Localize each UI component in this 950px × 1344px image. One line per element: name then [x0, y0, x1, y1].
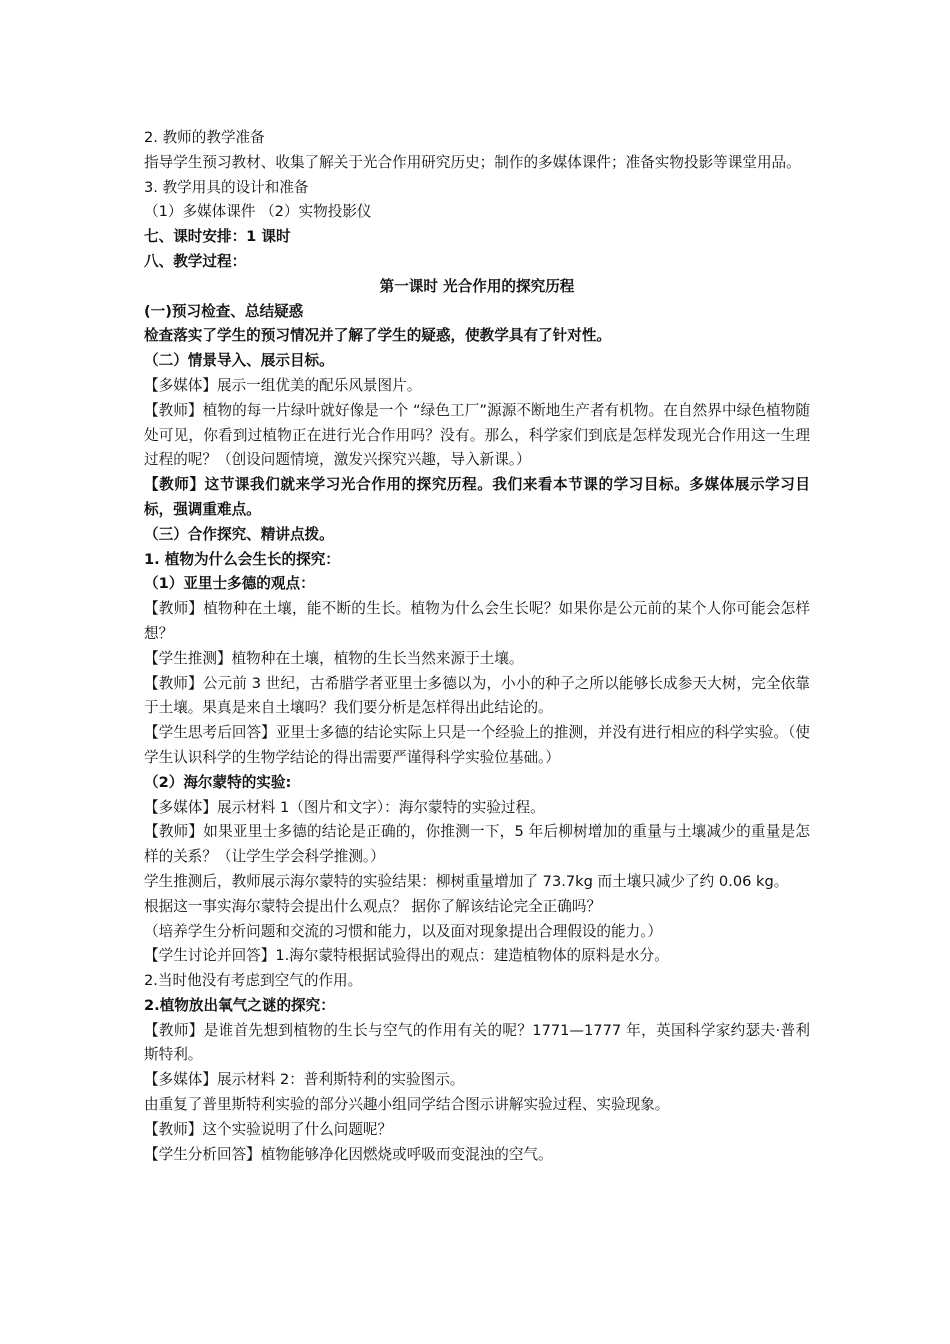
text-line-l31: 【多媒体】展示材料 2：普利斯特利的实验图示。 [144, 1071, 465, 1089]
text-line-l19: 【教师】公元前 3 世纪，古希腊学者亚里士多德以为，小小的种子之所以能够长成参天大树，完全依靠于土壤。果真是来自土壤吗？我们要分析是怎样得出此结论的。 [144, 674, 810, 717]
text-line-l23: 【教师】如果亚里士多德的结论是正确的，你推测一下，5 年后柳树增加的重量与土壤减少的重量是怎样的关系？（让学生学会科学推测。） [144, 823, 810, 866]
text-line-l20: 【学生思考后回答】亚里士多德的结论实际上只是一个经验上的推测，并没有进行相应的科学实验。（使学生认识科学的生物学结论的得出需要严谨得科学实验位基础。） [144, 724, 810, 766]
section-heading-process: 八、教学过程： [144, 252, 247, 270]
text-line-l01: 2. 教师的教学准备 [144, 129, 265, 146]
text-line-l02: 指导学生预习教材、收集了解关于光合作用研究历史；制作的多媒体课件；准备实物投影等课堂用品。 [144, 153, 801, 171]
text-line-l30: 【教师】是谁首先想到植物的生长与空气的作用有关的呢？1771—1777 年，英国科学家约瑟夫·普利斯特利。 [144, 1021, 810, 1064]
text-line-l28: 2.当时他没有考虑到空气的作用。 [144, 972, 363, 990]
text-line-l25: 根据这一事实海尔蒙特会提出什么观点？ 据你了解该结论完全正确吗？ [144, 897, 602, 915]
text-line-l27: 【学生讨论并回答】1.海尔蒙特根据试验得出的观点：建造植物体的原料是水分。 [144, 947, 669, 965]
text-line-l32: 由重复了普里斯特利实验的部分兴趣小组同学结合图示讲解实验过程、实验现象。 [144, 1096, 670, 1114]
text-line-l09: 检查落实了学生的预习情况并了解了学生的疑惑，使教学具有了针对性。 [144, 327, 612, 345]
subheading-aristotle: （1）亚里士多德的观点： [144, 575, 315, 593]
section-heading-schedule: 七、课时安排：1 课时 [144, 228, 291, 246]
text-line-l33: 【教师】这个实验说明了什么问题呢？ [144, 1120, 393, 1138]
lesson-title: 第一课时 光合作用的探究历程 [379, 277, 575, 295]
subheading-introduction: （二）情景导入、展示目标。 [144, 352, 334, 370]
text-line-l22: 【多媒体】展示材料 1（图片和文字）：海尔蒙特的实验过程。 [144, 798, 545, 816]
subheading-cooperation: （三）合作探究、精讲点拨。 [144, 525, 334, 543]
text-line-l03: 3. 教学用具的设计和准备 [144, 178, 309, 196]
text-line-l24: 学生推测后，教师展示海尔蒙特的实验结果：柳树重量增加了 73.7kg 而土壤只减少了约 0.06 kg。 [144, 872, 789, 890]
text-line-l26: （培养学生分析问题和交流的习惯和能力，以及面对现象提出合理假设的能力。） [144, 922, 663, 940]
text-line-l12: 【教师】植物的每一片绿叶就好像是一个 “绿色工厂”源源不断地生产者有机物。在自然界中绿色植物随处可见，你看到过植物正在进行光合作用吗？没有。那么，科学家们到底是怎样发现光合作用这一生理过程的呢？（创设问题情境，激发兴探究兴趣，导入新课。） [144, 401, 810, 469]
text-line-l13: 【教师】这节课我们就来学习光合作用的探究历程。我们来看本节课的学习目标。多媒体展示学习目标，强调重难点。 [144, 476, 810, 518]
text-line-l04: （1）多媒体课件 （2）实物投影仪 [144, 203, 372, 221]
subheading-growth: 1. 植物为什么会生长的探究： [144, 550, 340, 568]
subheading-helmont: （2）海尔蒙特的实验: [144, 773, 292, 791]
text-line-l17: 【教师】植物种在土壤，能不断的生长。植物为什么会生长呢？如果你是公元前的某个人你可能会怎样想？ [144, 600, 810, 642]
text-line-l11: 【多媒体】展示一组优美的配乐风景图片。 [144, 376, 422, 394]
subheading-preview: (一)预习检查、总结疑惑 [144, 302, 304, 320]
subheading-oxygen: 2.植物放出氧气之谜的探究： [144, 996, 335, 1014]
text-line-l18: 【学生推测】植物种在土壤，植物的生长当然来源于土壤。 [144, 649, 524, 667]
text-line-l34: 【学生分析回答】植物能够净化因燃烧或呼吸而变混浊的空气。 [144, 1145, 553, 1163]
